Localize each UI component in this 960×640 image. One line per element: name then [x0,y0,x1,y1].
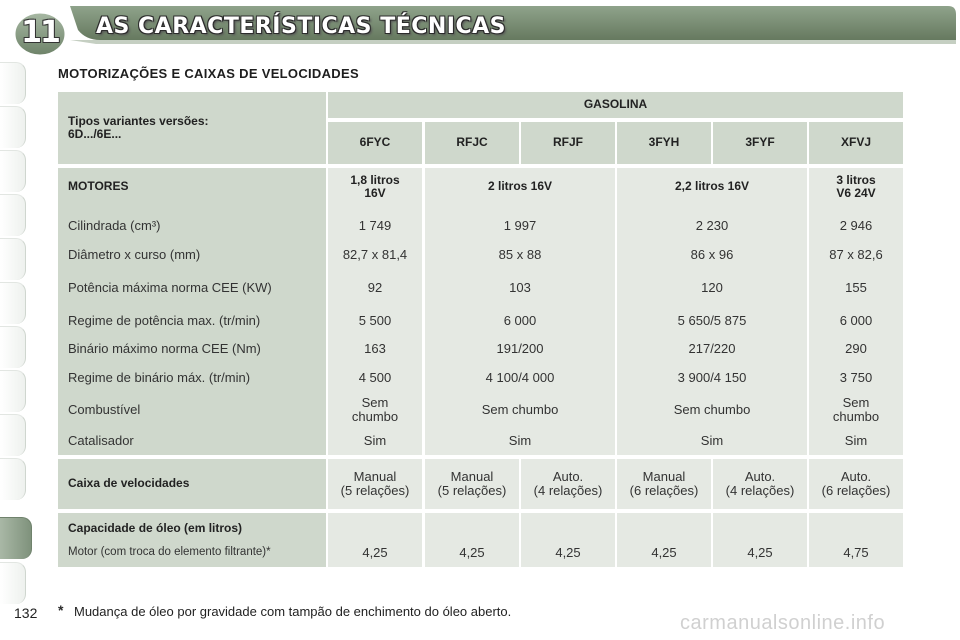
side-tab[interactable] [0,106,26,148]
footnote-marker: * [58,602,64,618]
spec-row-value: 3 750 [839,369,873,385]
spec-row-value: 87 x 82,6 [829,246,883,262]
spec-row-value: 5 500 [358,312,392,328]
spec-row-value: 6 000 [503,312,537,328]
oil-value: 4,25 [651,544,677,560]
spec-row-value: Sem chumbo [832,394,880,424]
side-tab[interactable] [0,282,26,324]
motores-label: MOTORES [68,179,129,194]
gearbox-value: Auto. (4 relações) [725,468,795,498]
engine-code-xfvj: XFVJ [840,135,871,150]
spec-row-value: Sim [508,432,532,448]
spec-row-value: 103 [509,279,531,295]
spec-row-value: 120 [701,279,723,295]
spec-row-label: Regime de binário máx. (tr/min) [68,369,251,385]
watermark: carmanualsonline.info [680,612,886,634]
side-tab[interactable] [0,238,26,280]
spec-row-value: 1 749 [358,217,392,233]
oil-value: 4,25 [362,544,388,560]
spec-row-value: 5 650/5 875 [677,312,747,328]
spec-row-label: Binário máximo norma CEE (Nm) [68,340,261,356]
oil-label: Capacidade de óleo (em litros) [68,521,243,536]
spec-row-value: 217/220 [688,340,736,356]
spec-row-label: Diâmetro x curso (mm) [68,246,201,262]
fuel-header: GASOLINA [583,97,648,112]
oil-value: 4,25 [555,544,581,560]
side-tab-active[interactable] [0,517,32,559]
engine-code-3fyh: 3FYH [648,135,680,150]
engine-code-rfjc: RFJC [456,135,488,150]
motor-family: 3 litros V6 24V [836,172,876,200]
side-tab[interactable] [0,414,26,456]
gearbox-value: Manual (5 relações) [340,468,410,498]
side-tab[interactable] [0,458,26,500]
spec-row-value: Sim [700,432,724,448]
oil-value: 4,25 [459,544,485,560]
side-tab[interactable] [0,562,26,604]
spec-row-value: 2 946 [839,217,873,233]
spec-row-value: Sim [844,432,868,448]
oil-value: 4,25 [747,544,773,560]
spec-row-value: 3 900/4 150 [677,369,747,385]
chapter-number: 11 [21,15,59,50]
gearbox-value: Manual (5 relações) [437,468,507,498]
engine-code-6fyc: 6FYC [359,135,391,150]
spec-row-value: 4 500 [358,369,392,385]
spec-row-value: 82,7 x 81,4 [342,246,408,262]
spec-row-label: Combustível [68,401,141,417]
spec-row-label: Cilindrada (cm³) [68,217,161,233]
spec-row-value: 86 x 96 [690,246,734,262]
oil-value: 4,75 [843,544,869,560]
motor-family: 1,8 litros 16V [350,172,400,200]
spec-row-value: 191/200 [496,340,544,356]
spec-row-label: Potência máxima norma CEE (KW) [68,279,272,295]
side-tab[interactable] [0,326,26,368]
spec-row-value: 155 [845,279,867,295]
page-number: 132 [14,605,38,621]
spec-row-label: Regime de potência max. (tr/min) [68,312,261,328]
spec-row-value: Sim [363,432,387,448]
spec-row-value: 6 000 [839,312,873,328]
variants-label: Tipos variantes versões: 6D.../6E... [68,113,209,141]
spec-row-value: 163 [364,340,386,356]
oil-sublabel: Motor (com troca do elemento filtrante)* [68,545,271,558]
gearbox-value: Auto. (4 relações) [533,468,603,498]
spec-row-value: 92 [367,279,383,295]
engine-code-rfjf: RFJF [553,135,583,150]
spec-row-value: 2 230 [695,217,729,233]
spec-row-value: 290 [845,340,867,356]
gearbox-value: Manual (6 relações) [629,468,699,498]
side-tab[interactable] [0,62,26,104]
spec-row-value: Sem chumbo [673,401,751,417]
spec-row-value: Sem chumbo [481,401,559,417]
motor-family: 2 litros 16V [487,179,553,194]
motor-family: 2,2 litros 16V [674,179,750,194]
side-tabs [0,62,32,582]
gearbox-label: Caixa de velocidades [68,476,190,491]
spec-row-value: 4 100/4 000 [485,369,555,385]
chapter-title: AS CARACTERÍSTICAS TÉCNICAS [96,14,506,39]
footnote: Mudança de óleo por gravidade com tampão de enchimento do óleo aberto. [74,604,512,619]
side-tab[interactable] [0,150,26,192]
spec-row-label: Catalisador [68,432,134,448]
side-tab[interactable] [0,194,26,236]
spec-row-value: 1 997 [503,217,537,233]
side-tab[interactable] [0,370,26,412]
gearbox-value: Auto. (6 relações) [821,468,891,498]
section-title: MOTORIZAÇÕES E CAIXAS DE VELOCIDADES [58,66,359,81]
spec-row-value: 85 x 88 [498,246,542,262]
engine-code-3fyf: 3FYF [745,135,775,150]
spec-row-value: Sem chumbo [351,394,399,424]
